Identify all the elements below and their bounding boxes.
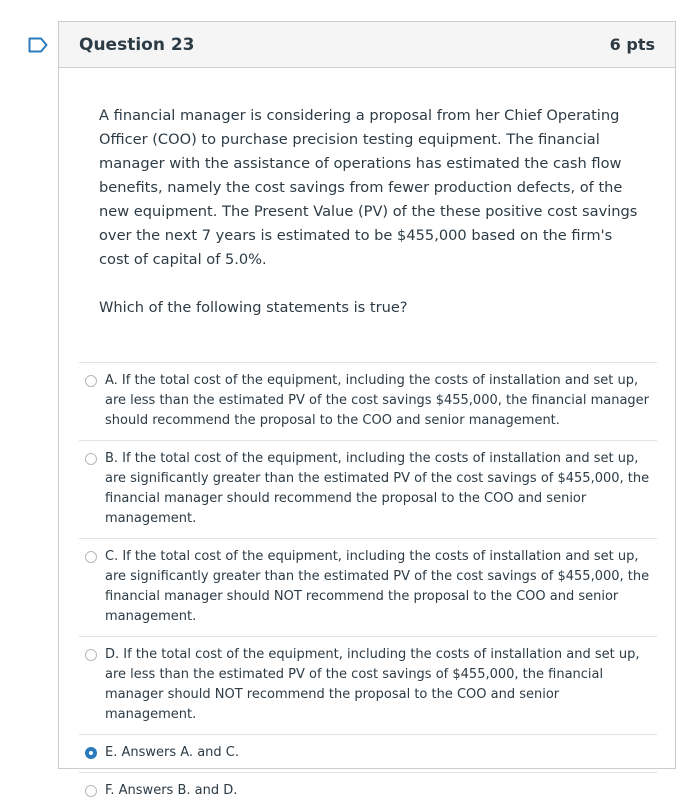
answer-option-d[interactable] — [79, 636, 657, 734]
flag-question-icon[interactable] — [28, 37, 48, 53]
question-header — [59, 22, 675, 68]
radio-d[interactable] — [85, 649, 97, 661]
question-card — [58, 21, 676, 798]
answer-label-a: A. If the total cost of the equipment, including the costs of installation and set up, are less than the estimated PV of the cost savings $455,000, the financial manager should recommend the proposal to the COO and senior management. — [105, 373, 650, 428]
answer-label-b: B. If the total cost of the equipment, including the costs of installation and set up, are significantly greater than the estimated PV of the cost savings of $455,000, the financial manager should recommend the proposal to the COO and senior management. — [105, 451, 650, 526]
answer-label-c: C. If the total cost of the equipment, including the costs of installation and set up, are significantly greater than the estimated PV of the cost savings of $455,000, the financial manager should NOT recommend the proposal to the COO and senior management. — [105, 549, 650, 624]
answer-option-a[interactable] — [79, 362, 657, 440]
answer-list — [79, 362, 657, 810]
radio-f[interactable] — [85, 785, 97, 797]
question-text — [99, 104, 639, 272]
answer-option-c[interactable] — [79, 538, 657, 636]
question-body: A financial manager is considering a proposal from her Chief Operating Officer (COO) to purchase precision testing equipment. The financial manager with the assistance of operations has estimated the cash flow benefits, namely the cost savings from fewer production defects, of the new equipment. The Present Value (PV) of the these positive cost savings over the next 7 years is estimated to be $455,000 based on the firm's cost of capital of 5.0%. — [99, 107, 638, 268]
question-title: Question 23 — [79, 34, 195, 55]
radio-b[interactable] — [85, 453, 97, 465]
answer-option-e[interactable] — [79, 734, 657, 772]
radio-e[interactable] — [85, 747, 97, 759]
answer-option-b[interactable] — [79, 440, 657, 538]
question-prompt: Which of the following statements is true? — [99, 299, 408, 316]
radio-c[interactable] — [85, 551, 97, 563]
question-points: 6 pts — [609, 35, 655, 54]
radio-a[interactable] — [85, 375, 97, 387]
answer-label-f: F. Answers B. and D. — [105, 783, 238, 798]
answer-label-e: E. Answers A. and C. — [105, 745, 239, 760]
answer-option-f[interactable] — [79, 772, 657, 810]
answer-label-d: D. If the total cost of the equipment, including the costs of installation and set up, are less than the estimated PV of the cost savings of $455,000, the financial manager should NOT recommend the proposal to the COO and senior management. — [105, 647, 640, 722]
